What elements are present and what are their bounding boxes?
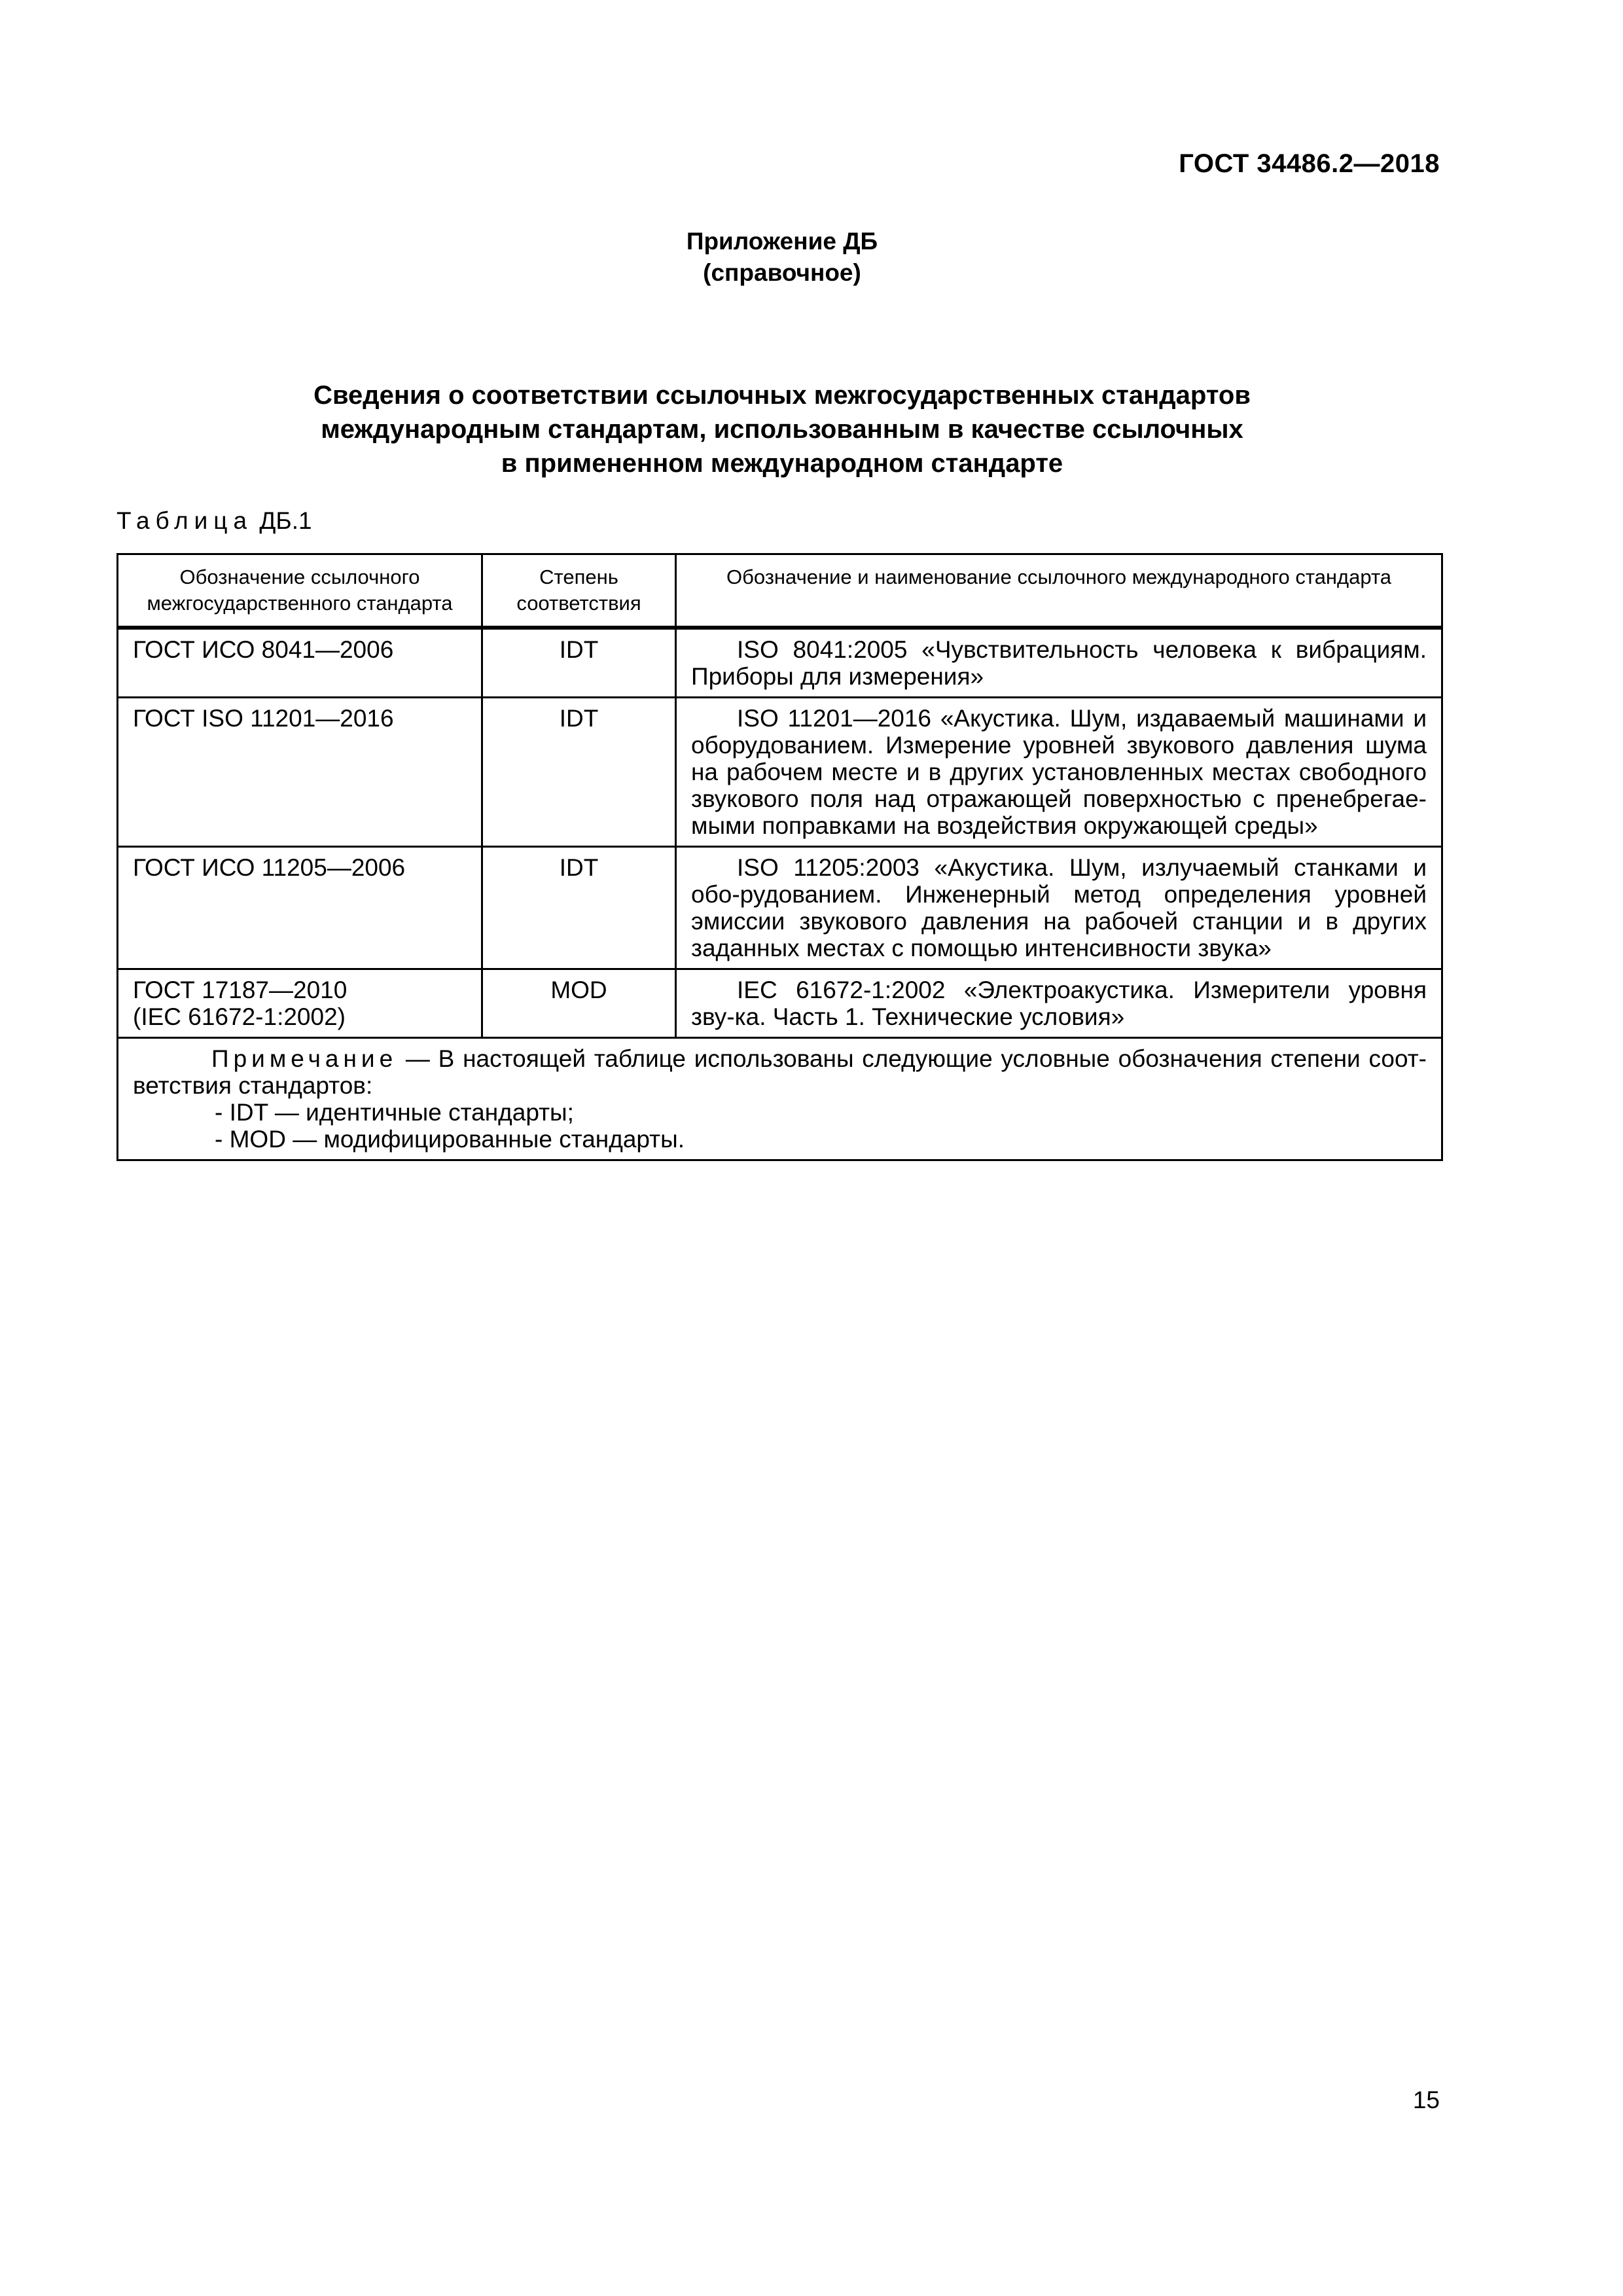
cell-designation-line-1: ГОСТ 17187—2010 <box>133 977 348 1003</box>
document-code: ГОСТ 34486.2—2018 <box>1179 149 1440 178</box>
cell-degree: IDT <box>482 698 676 847</box>
note-body: — В настоящей таблице использованы следующие условные обозначения степени соот-ветствия стандартов: <box>133 1045 1427 1099</box>
cell-designation: ГОСТ ИСО 11205—2006 <box>118 847 482 969</box>
note-item: - MOD — модифицированные стандарты. <box>215 1126 685 1153</box>
section-title <box>0 378 1564 480</box>
section-title-line-3: в примененном международном стандарте <box>501 449 1063 478</box>
table-caption-number: ДБ.1 <box>259 507 312 534</box>
cell-degree: MOD <box>482 969 676 1038</box>
note-text <box>133 1045 1427 1099</box>
table-caption-word: Таблица <box>116 507 253 534</box>
table-row <box>118 847 1442 969</box>
table-row <box>118 969 1442 1038</box>
cell-designation: ГОСТ ИСО 8041—2006 <box>118 628 482 698</box>
table-row <box>118 628 1442 698</box>
appendix-heading <box>0 226 1564 289</box>
cell-international: ISO 8041:2005 «Чувствительность человека к вибрациям. Приборы для измерения» <box>676 628 1442 698</box>
cell-designation: ГОСТ ISO 11201—2016 <box>118 698 482 847</box>
cell-international: ISO 11201—2016 «Акустика. Шум, издаваемый машинами и оборудованием. Измерение уровней звукового давления шума на рабочем месте и в других установленных местах свободного звукового поля над отражающей поверхностью с пренебрегае-мыми поправками на воздействия окружающей среды» <box>676 698 1442 847</box>
table-note-row <box>118 1038 1442 1160</box>
section-title-line-1: Сведения о соответствии ссылочных межгосударственных стандартов <box>313 381 1251 410</box>
cell-degree: IDT <box>482 628 676 698</box>
standards-table <box>116 553 1443 1161</box>
note-label: Примечание <box>211 1045 398 1072</box>
cell-designation-line-2: (IEC 61672-1:2002) <box>133 1003 346 1030</box>
appendix-subtitle: (справочное) <box>703 259 861 286</box>
section-title-line-2: международным стандартам, использованным в качестве ссылочных <box>321 415 1243 444</box>
cell-international: IEC 61672-1:2002 «Электроакустика. Измерители уровня зву-ка. Часть 1. Технические условия» <box>676 969 1442 1038</box>
header-designation: Обозначение ссылочного межгосударственного стандарта <box>118 554 482 628</box>
table-header-row <box>118 554 1442 628</box>
table-row <box>118 698 1442 847</box>
table-note <box>118 1038 1442 1160</box>
cell-international: ISO 11205:2003 «Акустика. Шум, излучаемый станками и обо-рудованием. Инженерный метод определения уровней эмиссии звукового давления на рабочей станции и в других заданных местах с помощью интенсивности звука» <box>676 847 1442 969</box>
header-degree: Степень соответствия <box>482 554 676 628</box>
note-item: - IDT — идентичные стандарты; <box>215 1099 574 1126</box>
table-caption <box>116 505 312 537</box>
page-number: 15 <box>1412 2087 1440 2113</box>
cell-designation <box>118 969 482 1038</box>
cell-degree: IDT <box>482 847 676 969</box>
header-international: Обозначение и наименование ссылочного международного стандарта <box>676 554 1442 628</box>
appendix-title: Приложение ДБ <box>686 228 878 255</box>
